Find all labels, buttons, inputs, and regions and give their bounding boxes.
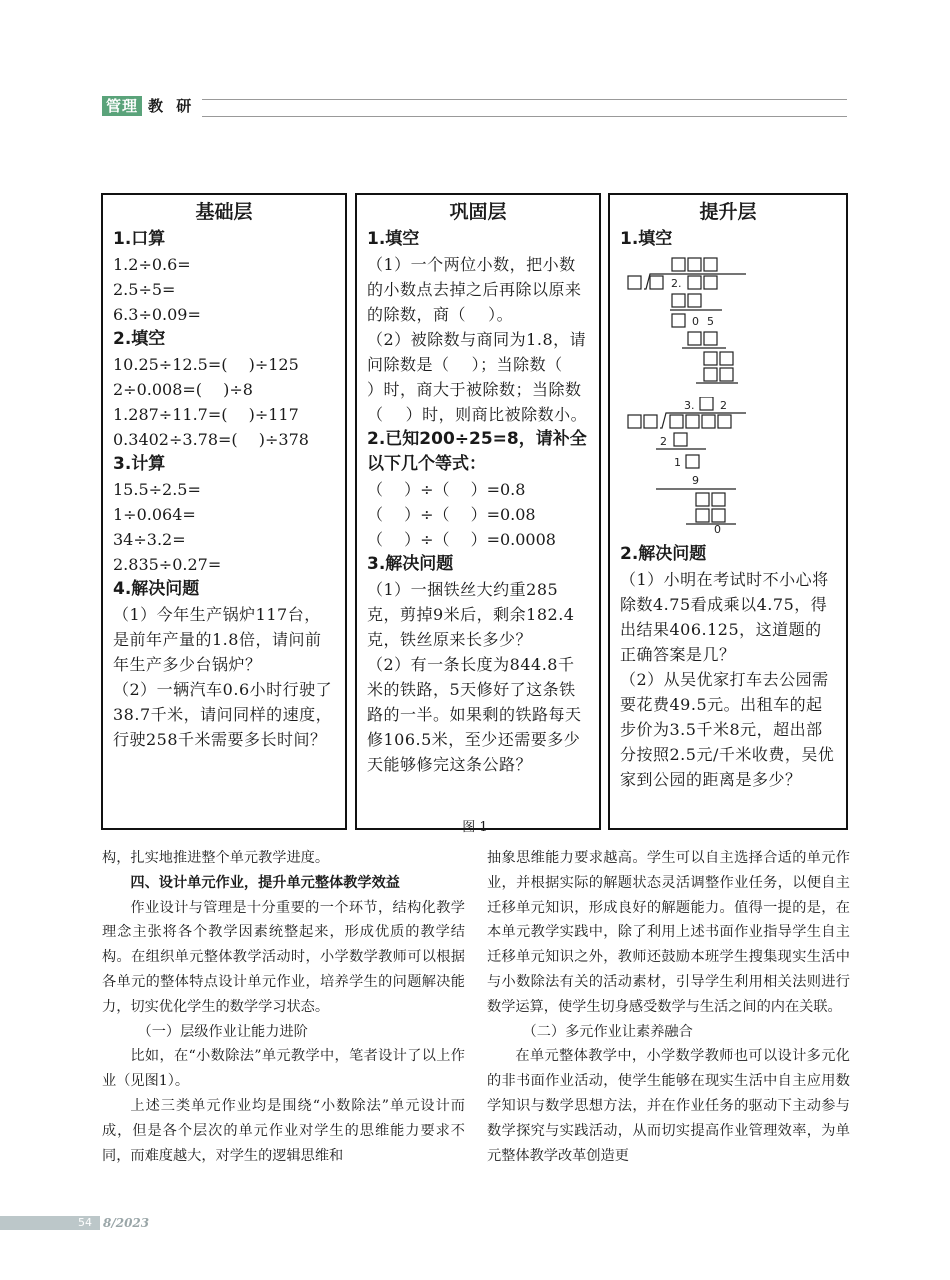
issue-label: 8/2023: [103, 1216, 150, 1230]
running-header: [102, 94, 847, 124]
figure-caption: 图 1: [462, 820, 488, 835]
exercise-line: 0.3402÷3.78=( )÷378: [113, 430, 309, 449]
header-rule-top: [202, 99, 847, 100]
body-paragraph: 在单元整体教学中，小学数学教师也可以设计多元化的非书面作业活动，使学生能够在现实生活中自主应用数学知识与数学思想方法，并在作业任务的驱动下主动参与数学探究与实践活动，从而切实提高作业管理效率，为单元整体教学改革创造更: [487, 1048, 850, 1164]
subsection-heading: （二）多元作业让素养融合: [522, 1023, 693, 1040]
section-title: 教 研: [148, 97, 196, 115]
problem-text: （1）一捆铁丝大约重285克，剪掉9米后，剩余182.4克，铁丝原来长多少？: [367, 580, 575, 649]
problem-text: （2）有一条长度为844.8千米的铁路，5天修好了这条铁路的一半。如果剩的铁路每天修106.5米，至少还需要多少天能够修完这条公路？: [367, 655, 582, 774]
long-division-diagram-2: [626, 397, 756, 535]
exercise-line: 1÷0.064=: [113, 505, 196, 524]
section-heading: 3.计算: [113, 454, 166, 474]
exercise-line: 15.5÷2.5=: [113, 480, 201, 499]
digit: 2: [660, 435, 667, 448]
section-heading: 1.口算: [113, 229, 166, 249]
digit: 0: [714, 523, 721, 535]
problem-text: （2）被除数与商同为1.8，请问除数是（ ）；当除数（ ）时，商大于被除数；当除数（ ）时，则商比被除数小。: [367, 330, 588, 424]
body-column-left: [102, 846, 465, 1168]
header-rule-bottom: [202, 116, 847, 117]
exercise-line: 6.3÷0.09=: [113, 305, 201, 324]
exercise-line: 34÷3.2=: [113, 530, 186, 549]
exercise-line: 1.2÷0.6=: [113, 255, 191, 274]
problem-text: （1）小明在考试时不小心将除数4.75看成乘以4.75，得出结果406.125，这道题的正确答案是几？: [620, 570, 829, 664]
problem-text: （2）从吴优家打车去公园需要花费49.5元。出租车的起步价为3.5千米8元，超出部分按照2.5元/千米收费，吴优家到公园的距离是多少？: [620, 670, 835, 789]
section-heading: 四、设计单元作业，提升单元整体教学效益: [130, 874, 400, 891]
problem-text: （1）今年生产锅炉117台，是前年产量的1.8倍，请问前年生产多少台锅炉？: [113, 605, 322, 674]
panel-consolidate: [355, 193, 601, 830]
equation-line: （ ）÷（ ）=0.08: [367, 505, 536, 524]
body-paragraph: 构，扎实地推进整个单元教学进度。: [102, 850, 330, 866]
exercise-line: 2÷0.008=( )÷8: [113, 380, 253, 399]
body-paragraph: 作业设计与管理是十分重要的一个环节，结构化教学理念主张将各个教学因素统整起来，形成优质的教学结构。在组织单元整体教学活动时，小学数学教师可以根据各单元的整体特点设计单元作业，培养学生的问题解决能力，切实优化学生的数学学习状态。: [102, 899, 465, 1015]
section-heading: 1.填空: [620, 229, 673, 249]
exercise-line: 1.287÷11.7=( )÷117: [113, 405, 299, 424]
digit: 5: [707, 315, 714, 328]
panel-basic: [101, 193, 347, 830]
section-heading: 2.填空: [113, 329, 166, 349]
digit: 2: [720, 399, 727, 412]
section-heading: 2.解决问题: [620, 544, 707, 564]
exercise-line: 10.25÷12.5=( )÷125: [113, 355, 299, 374]
section-heading: 1.填空: [367, 229, 420, 249]
panel-advanced: [608, 193, 848, 830]
exercise-line: 2.5÷5=: [113, 280, 176, 299]
page-number: 54: [78, 1216, 92, 1229]
digit: 2.: [671, 277, 682, 290]
panel-title: 巩固层: [449, 201, 507, 223]
body-paragraph: 抽象思维能力要求越高。学生可以自主选择合适的单元作业，并根据实际的解题状态灵活调整作业任务，以便自主迁移单元知识，形成良好的解题能力。值得一提的是，在本单元教学实践中，除了利用上述书面作业指导学生自主迁移单元知识之外，教师还鼓励本班学生搜集现实生活中与小数除法有关的活动素材，引导学生利用相关法则进行数学运算，使学生切身感受数学与生活之间的内在关联。: [487, 850, 850, 1015]
section-heading: 2.已知200÷25=8，请补全以下几个等式：: [367, 429, 587, 474]
body-paragraph: 上述三类单元作业均是围绕“小数除法”单元设计而成，但是各个层次的单元作业对学生的思维能力要求不同，而难度越大，对学生的逻辑思维和: [102, 1097, 465, 1164]
digit: 1: [674, 456, 681, 469]
section-heading: 4.解决问题: [113, 579, 200, 599]
digit: 3.: [684, 399, 695, 412]
section-heading: 3.解决问题: [367, 554, 454, 574]
long-division-diagram-1: [626, 256, 756, 386]
body-paragraph: 比如，在“小数除法”单元教学中，笔者设计了以上作业（见图1）。: [102, 1048, 465, 1090]
digit: 0: [692, 315, 699, 328]
problem-text: （2）一辆汽车0.6小时行驶了38.7千米，请问同样的速度，行驶258千米需要多长时间？: [113, 680, 333, 749]
subsection-heading: （一）层级作业让能力进阶: [137, 1023, 308, 1040]
section-tag: 管理: [102, 96, 142, 116]
problem-text: （1）一个两位小数，把小数的小数点去掉之后再除以原来的除数，商（ ）。: [367, 255, 582, 324]
panel-title: 基础层: [195, 201, 253, 223]
exercise-line: 2.835÷0.27=: [113, 555, 222, 574]
body-column-right: [487, 846, 850, 1168]
equation-line: （ ）÷（ ）=0.8: [367, 480, 526, 499]
digit: 9: [692, 474, 699, 487]
panel-title: 提升层: [699, 201, 757, 223]
equation-line: （ ）÷（ ）=0.0008: [367, 530, 556, 549]
